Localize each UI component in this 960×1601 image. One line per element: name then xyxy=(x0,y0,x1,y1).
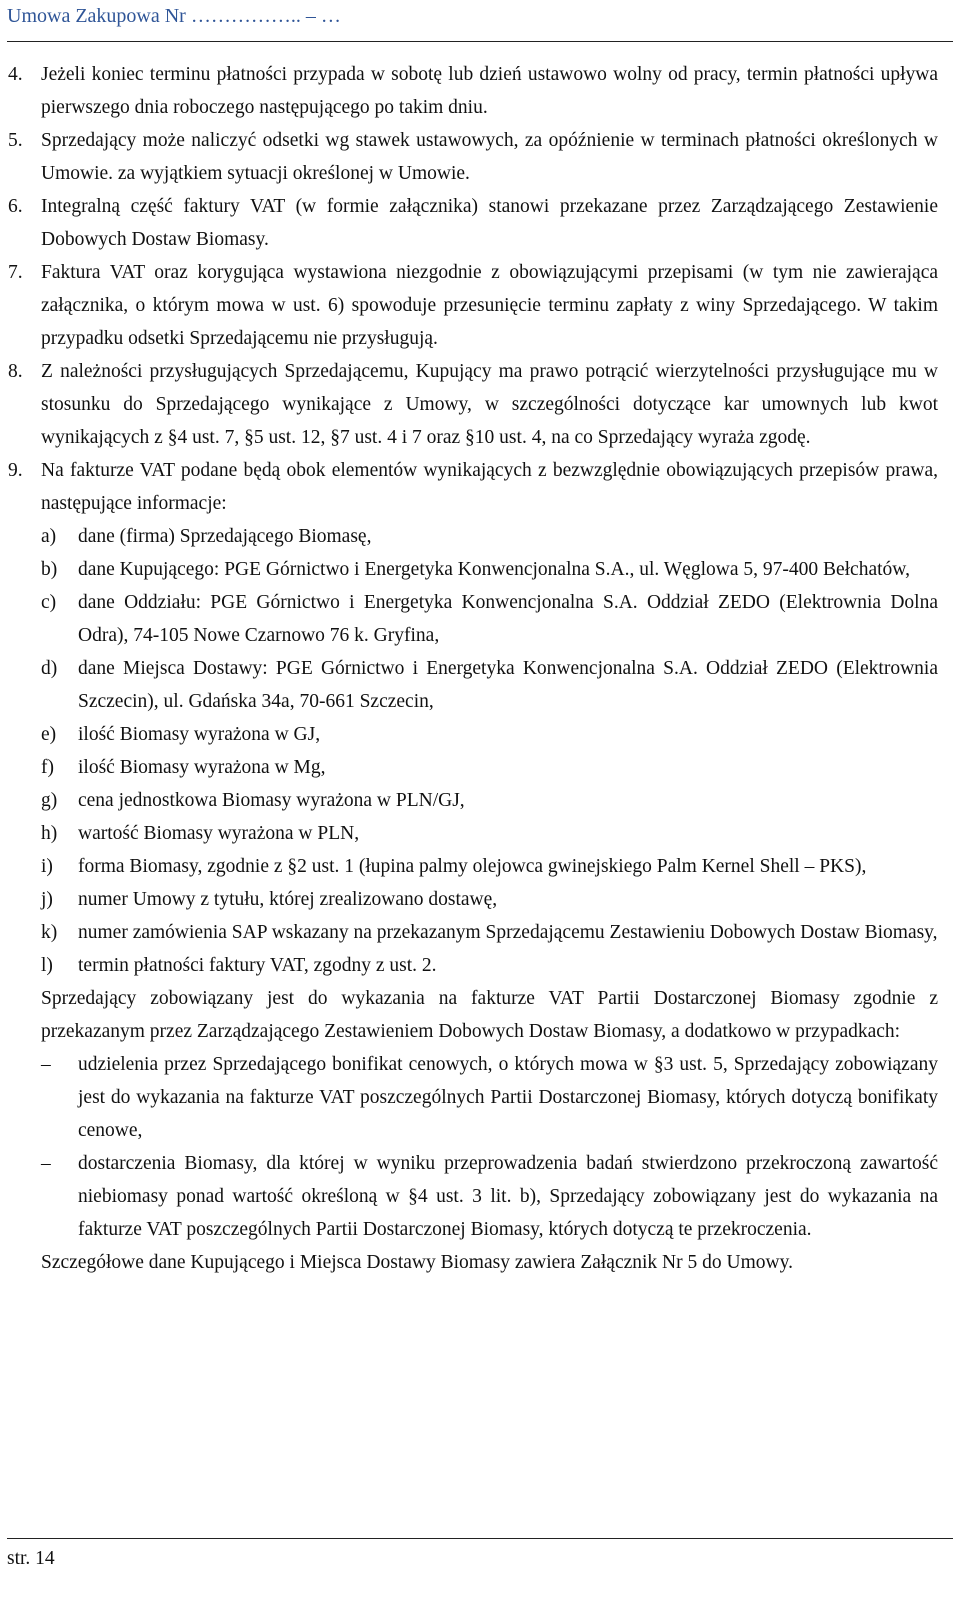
list-item-label: k) xyxy=(41,922,58,943)
dash-item-text: dostarczenia Biomasy, dla której w wyniku przeprowadzenia badań stwierdzono przekroczoną zawartość niebiomasy ponad wartość określoną w §4 ust. 3 lit. b), Sprzedający zobowiązany jest do wykazania na fakturze VAT poszczególnych Partii Dostarczonej Biomasy, których dotyczą te przekroczenia. xyxy=(78,1153,938,1240)
list-item-text: numer zamówienia SAP wskazany na przekazanym Sprzedającemu Zestawieniu Dobowych Dostaw Biomasy, xyxy=(78,922,938,943)
dash-bullet: – xyxy=(41,1153,51,1174)
paragraph-4 xyxy=(8,58,938,124)
paragraph-text: Na fakturze VAT podane będą obok elementów wynikających z bezwzględnie obowiązujących przepisów prawa, następujące informacje: xyxy=(41,460,938,514)
list-item-text: numer Umowy z tytułu, której zrealizowano dostawę, xyxy=(78,889,498,910)
dash-bullet: – xyxy=(41,1054,51,1075)
dash-list-item xyxy=(8,1147,938,1246)
list-item-label: d) xyxy=(41,658,58,679)
paragraph-5 xyxy=(8,124,938,190)
list-item-text: termin płatności faktury VAT, zgodny z ust. 2. xyxy=(78,955,437,976)
paragraph-6 xyxy=(8,190,938,256)
after-list-paragraph: Sprzedający zobowiązany jest do wykazania na fakturze VAT Partii Dostarczonej Biomasy zgodnie z przekazanym przez Zarządzającego Zestawieniem Dobowych Dostaw Biomasy, a dodatkowo w przypadkach: xyxy=(41,988,938,1042)
list-item-label: b) xyxy=(41,559,58,580)
list-item-text: ilość Biomasy wyrażona w GJ, xyxy=(78,724,321,745)
list-item-label: i) xyxy=(41,856,53,877)
list-item-text: ilość Biomasy wyrażona w Mg, xyxy=(78,757,326,778)
list-item-label: g) xyxy=(41,790,58,811)
paragraph-text: Jeżeli koniec terminu płatności przypada w sobotę lub dzień ustawowo wolny od pracy, termin płatności upływa pierwszego dnia roboczego następującego po takim dniu. xyxy=(41,64,938,118)
page-header xyxy=(7,3,953,42)
paragraph-text: Integralną część faktury VAT (w formie załącznika) stanowi przekazane przez Zarządzającego Zestawienie Dobowych Dostaw Biomasy. xyxy=(41,196,938,250)
paragraph-number: 9. xyxy=(8,460,23,481)
list-item xyxy=(8,718,938,751)
list-item-label: f) xyxy=(41,757,54,778)
list-item-text: dane Kupującego: PGE Górnictwo i Energetyka Konwencjonalna S.A., ul. Węglowa 5, 97-400 Bełchatów, xyxy=(78,559,910,580)
list-item xyxy=(8,553,938,586)
list-item-label: e) xyxy=(41,724,57,745)
list-item-text: dane Oddziału: PGE Górnictwo i Energetyka Konwencjonalna S.A. Oddział ZEDO (Elektrownia Dolna Odra), 74-105 Nowe Czarnowo 76 k. Gryfina, xyxy=(78,592,938,646)
list-item xyxy=(8,784,938,817)
paragraph-9 xyxy=(8,454,938,520)
dash-item-text: udzielenia przez Sprzedającego bonifikat cenowych, o których mowa w §3 ust. 5, Sprzedający zobowiązany jest do wykazania na fakturze VAT poszczególnych Partii Dostarczonej Biomasy, których dotyczą bonifikaty cenowe, xyxy=(78,1054,938,1141)
list-item-label: c) xyxy=(41,592,57,613)
list-item xyxy=(8,751,938,784)
paragraph-7 xyxy=(8,256,938,355)
list-item-text: cena jednostkowa Biomasy wyrażona w PLN/GJ, xyxy=(78,790,465,811)
list-item xyxy=(8,652,938,718)
list-item-text: dane (firma) Sprzedającego Biomasę, xyxy=(78,526,372,547)
invoice-info-list xyxy=(8,520,938,982)
closing-paragraph: Szczegółowe dane Kupującego i Miejsca Dostawy Biomasy zawiera Załącznik Nr 5 do Umowy. xyxy=(41,1252,793,1273)
list-item xyxy=(8,850,938,883)
list-item-text: wartość Biomasy wyrażona w PLN, xyxy=(78,823,360,844)
list-item xyxy=(8,883,938,916)
list-item xyxy=(8,817,938,850)
list-item-label: j) xyxy=(41,889,53,910)
list-item xyxy=(8,520,938,553)
list-item xyxy=(8,949,938,982)
page-number: str. 14 xyxy=(7,1548,55,1569)
list-item xyxy=(8,586,938,652)
dash-list-item xyxy=(8,1048,938,1147)
paragraph-8 xyxy=(8,355,938,454)
paragraph-text: Z należności przysługujących Sprzedającemu, Kupujący ma prawo potrącić wierzytelności przysługujące mu w stosunku do Sprzedającego wynikające z Umowy, w szczególności dotyczące kar umownych lub kwot wynikających z §4 ust. 7, §5 ust. 12, §7 ust. 4 i 7 oraz §10 ust. 4, na co Sprzedający wyraża zgodę. xyxy=(41,361,938,448)
contract-title: Umowa Zakupowa Nr …………….. – … xyxy=(7,5,341,27)
list-item-label: l) xyxy=(41,955,53,976)
paragraph-text: Sprzedający może naliczyć odsetki wg stawek ustawowych, za opóźnienie w terminach płatności określonych w Umowie. za wyjątkiem sytuacji określonej w Umowie. xyxy=(41,130,938,184)
list-item-label: a) xyxy=(41,526,57,547)
footer-divider xyxy=(7,1538,953,1539)
paragraph-number: 5. xyxy=(8,130,23,151)
list-item xyxy=(8,916,938,949)
list-item-label: h) xyxy=(41,823,58,844)
paragraph-number: 6. xyxy=(8,196,23,217)
paragraph-text: Faktura VAT oraz korygująca wystawiona niezgodnie z obowiązującymi przepisami (w tym nie zawierająca załącznika, o którym mowa w ust. 6) spowoduje przesunięcie terminu zapłaty z winy Sprzedającego. W takim przypadku odsetki Sprzedającemu nie przysługują. xyxy=(41,262,938,349)
paragraph-number: 8. xyxy=(8,361,23,382)
paragraph-number: 4. xyxy=(8,64,23,85)
list-item-text: forma Biomasy, zgodnie z §2 ust. 1 (łupina palmy olejowca gwinejskiego Palm Kernel Shell – PKS), xyxy=(78,856,867,877)
list-item-text: dane Miejsca Dostawy: PGE Górnictwo i Energetyka Konwencjonalna S.A. Oddział ZEDO (Elektrownia Szczecin), ul. Gdańska 34a, 70-661 Szczecin, xyxy=(78,658,938,712)
document-body xyxy=(8,58,938,1279)
paragraph-number: 7. xyxy=(8,262,23,283)
